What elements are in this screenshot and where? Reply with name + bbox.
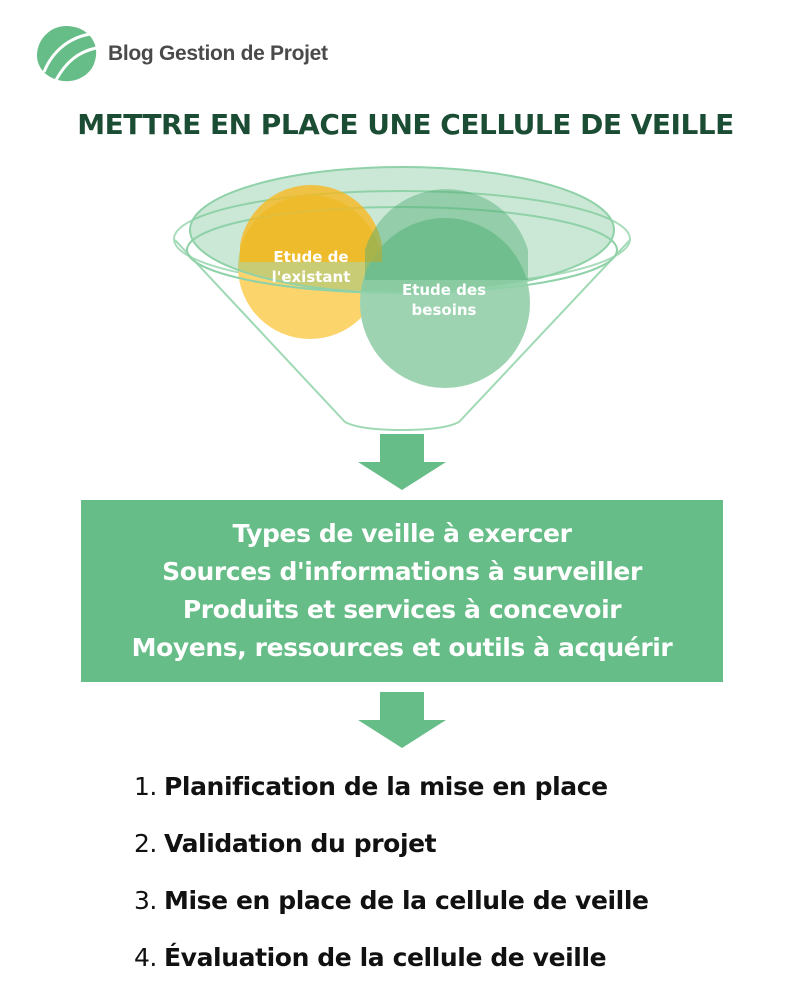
box-line: Produits et services à concevoir [182,595,622,624]
arrow-down-icon [358,692,446,748]
list-item [134,929,649,986]
circle-right-label-2: besoins [411,301,477,319]
list-item [134,815,649,872]
step-label: Mise en place de la cellule de veille [164,886,649,915]
circle-right-label-1: Etude des [401,281,487,299]
box-line: Moyens, ressources et outils à acquérir [131,633,673,662]
step-label: Évaluation de la cellule de veille [164,943,607,972]
steps-list [134,758,649,986]
step-number: 3. [134,886,157,915]
brand-name: Blog Gestion de Projet [108,42,328,65]
arrow-down-icon [358,434,446,490]
step-number: 2. [134,829,157,858]
box-line: Types de veille à exercer [232,519,572,548]
step-number: 1. [134,772,157,801]
list-item [134,758,649,815]
box-line: Sources d'informations à surveiller [162,557,642,586]
page-title: METTRE EN PLACE UNE CELLULE DE VEILLE [77,108,734,141]
circle-left-label-2: l'existant [271,268,351,286]
outcomes-box [81,500,723,682]
step-label: Validation du projet [164,829,437,858]
step-label: Planification de la mise en place [164,772,608,801]
step-number: 4. [134,943,157,972]
circle-left-label-1: Etude de [273,248,349,266]
list-item [134,872,649,929]
